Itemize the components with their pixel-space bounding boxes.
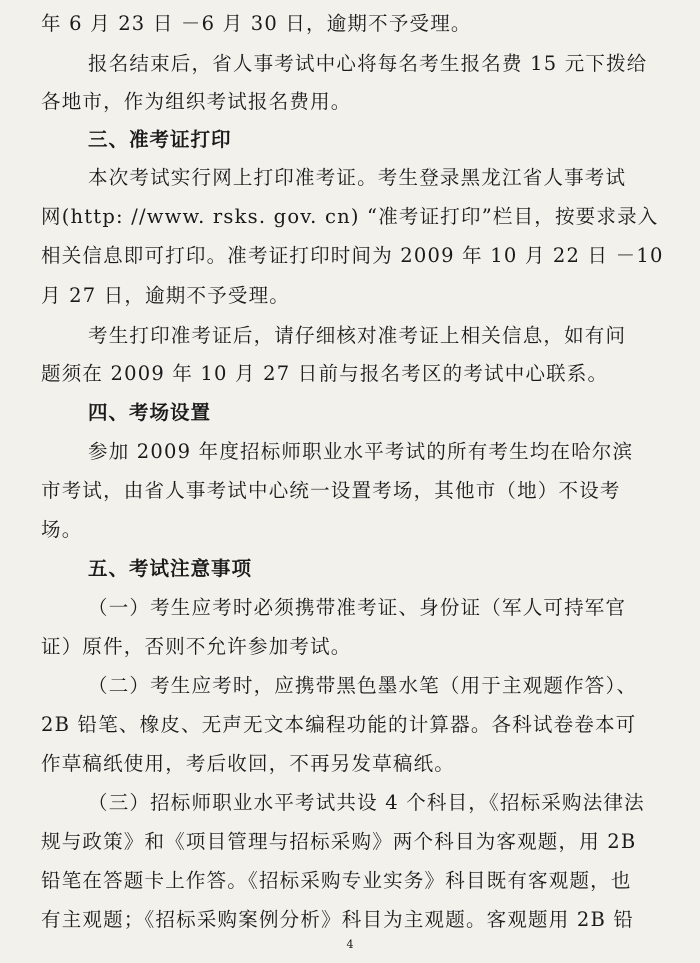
section-heading-5: 五、考试注意事项: [88, 557, 253, 580]
text-line-14: 场。: [41, 518, 83, 541]
text-line-9: 考生打印准考证后，请仔细核对准考证上相关信息，如有问: [88, 324, 627, 347]
text-line-23: 铅笔在答题卡上作答。《招标采购专业实务》科目既有客观题，也: [41, 869, 632, 892]
text-line-17: 证）原件，否则不允许参加考试。: [41, 635, 352, 658]
text-line-12: 参加 2009 年度招标师职业水平考试的所有考生均在哈尔滨: [88, 440, 634, 463]
text-line-22: 规与政策》和《项目管理与招标采购》两个科目为客观题，用 2B: [41, 830, 637, 853]
text-line-20: 作草稿纸使用，考后收回，不再另发草稿纸。: [41, 752, 456, 775]
text-line-3: 各地市，作为组织考试报名费用。: [41, 90, 352, 113]
text-line-6: 网(http: //www. rsks. gov. cn) “准考证打印”栏目，按要求录入: [41, 205, 659, 228]
text-line-7: 相关信息即可打印。准考证打印时间为 2009 年 10 月 22 日 －10: [41, 244, 664, 267]
section-heading-4: 四、考场设置: [88, 401, 212, 424]
text-line-1: 年 6 月 23 日 －6 月 30 日，逾期不予受理。: [41, 12, 472, 35]
text-line-13: 市考试，由省人事考试中心统一设置考场，其他市（地）不设考: [41, 479, 621, 502]
text-line-18: （二）考生应考时，应携带黑色墨水笔（用于主观题作答）、: [88, 674, 638, 697]
page-number: 4: [346, 938, 354, 951]
text-line-5: 本次考试实行网上打印准考证。考生登录黑龙江省人事考试: [88, 166, 627, 189]
text-line-19: 2B 铅笔、橡皮、无声无文本编程功能的计算器。各科试卷卷本可: [41, 713, 637, 736]
text-line-8: 月 27 日，逾期不予受理。: [41, 284, 291, 307]
text-line-10: 题须在 2009 年 10 月 27 日前与报名考区的考试中心联系。: [41, 362, 609, 385]
text-line-24: 有主观题；《招标采购案例分析》科目为主观题。客观题用 2B 铅: [41, 908, 635, 931]
text-line-2: 报名结束后，省人事考试中心将每名考生报名费 15 元下拨给: [88, 52, 648, 75]
text-line-21: （三）招标师职业水平考试共设 4 个科目，《招标采购法律法: [88, 791, 645, 814]
text-line-16: （一）考生应考时必须携带准考证、身份证（军人可持军官: [88, 596, 627, 619]
section-heading-3: 三、准考证打印: [88, 128, 232, 151]
